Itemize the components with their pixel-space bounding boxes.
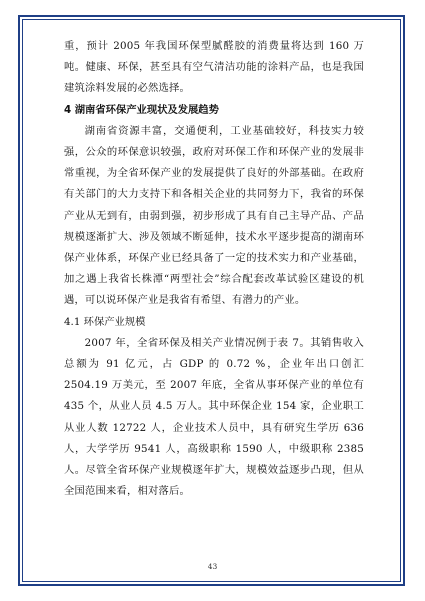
- page-number: 43: [207, 562, 218, 571]
- section-4-1-paragraph: 2007 年，全省环保及相关产业情况例于表 7。其销售收入总额为 91 亿元，占 GDP 的 0.72 %，企业年出口创汇 2504.19 万美元，至 2007 年底，全省从事环保产业的单位有 435 个，从业人员 4.5 万人。其中环保企业 154 家，企业职工从业人数 12722 人，企业技术人员中，具有研究生学历 636 人，大学学历 9541 人，高级职称 1590 人，中级职称 2385 人。尽管全省环保产业规模逐年扩大，规模效益逐步凸现，但从全国范围来看，相对落后。: [64, 336, 364, 498]
- section-4-paragraph: 湖南省资源丰富，交通便利，工业基础较好，科技实力较强，公众的环保意识较强，政府对环保工作和环保产业的发展非常重视，为全省环保产业的发展提供了良好的外部基础。在政府有关部门的大力支持下和各相关企业的共同努力下，我省的环保产业从无到有，由弱到强，初步形成了具有自己主导产品、产品规模逐渐扩大、涉及领域不断延伸，技术水平逐步提高的湖南环保产业体系，环保产业已经具备了一定的技术实力和产业基础，加之遇上我省长株潭“两型社会”综合配套改革试验区建设的机遇，可以说环保产业是我省有希望、有潜力的产业。: [64, 124, 364, 307]
- section-heading-4: 4 湖南省环保产业现状及发展趋势: [64, 103, 219, 116]
- section-heading-4-1: 4.1 环保产业规模: [64, 315, 146, 328]
- paragraph-continuation: 重，预计 2005 年我国环保型腻醛胶的消费量将达到 160 万吨。健康、环保，甚至具有空气清洁功能的涂料产品，也是我国建筑涂料发展的必然选择。: [64, 40, 364, 95]
- page-content: [64, 36, 364, 502]
